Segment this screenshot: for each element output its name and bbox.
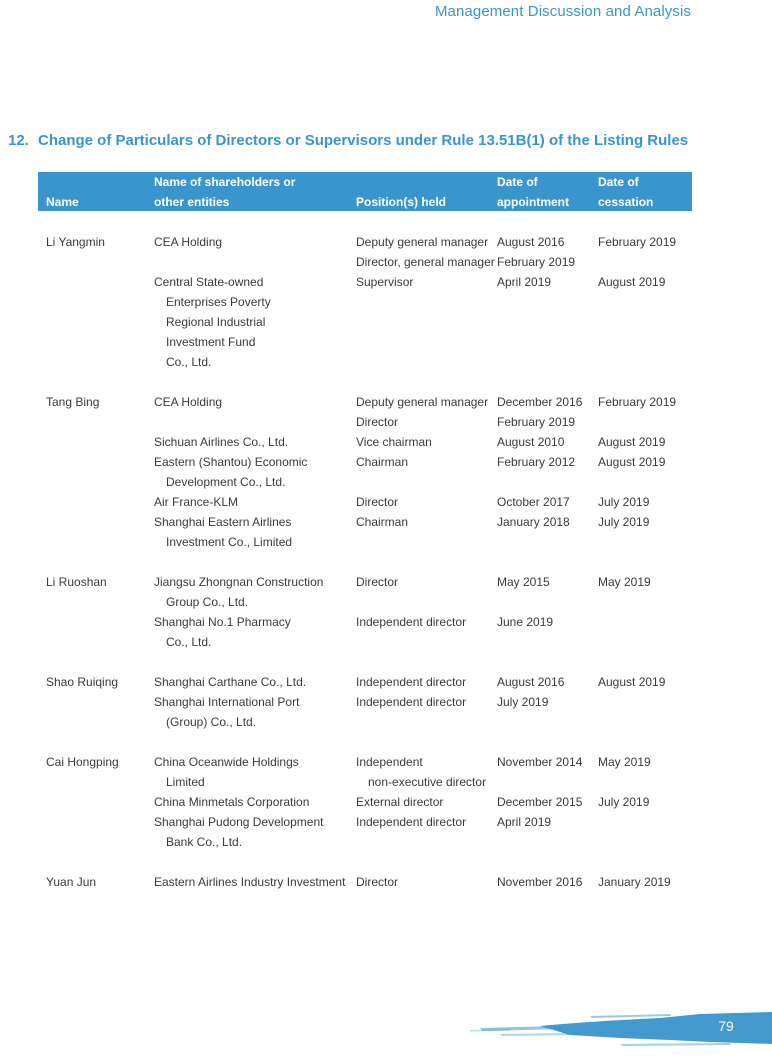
table-row bbox=[0, 652, 772, 672]
table-row bbox=[0, 412, 772, 432]
cell-entity: Enterprises Poverty bbox=[166, 295, 271, 309]
cell-name: Yuan Jun bbox=[46, 875, 97, 889]
cell-appointment: November 2016 bbox=[497, 875, 583, 889]
cell-cessation: August 2019 bbox=[598, 275, 666, 289]
cell-position: Chairman bbox=[356, 515, 409, 529]
cell-entity: China Oceanwide Holdings bbox=[154, 755, 299, 769]
cell-entity: Investment Fund bbox=[166, 335, 256, 349]
table-row bbox=[0, 492, 772, 512]
table-row bbox=[0, 772, 772, 792]
cell-entity: Shanghai International Port bbox=[154, 695, 300, 709]
col-header-cessation: Date of cessation bbox=[598, 175, 654, 209]
table-row bbox=[0, 572, 772, 592]
cell-cessation: July 2019 bbox=[598, 495, 650, 509]
table-row bbox=[0, 612, 772, 632]
cell-position: Deputy general manager bbox=[356, 395, 489, 409]
cell-position: Independent director bbox=[356, 675, 467, 689]
table-row bbox=[0, 872, 772, 892]
cell-cessation: February 2019 bbox=[598, 395, 677, 409]
cell-entity: Eastern (Shantou) Economic bbox=[154, 455, 308, 469]
table-row bbox=[0, 392, 772, 412]
cell-appointment: April 2019 bbox=[497, 275, 552, 289]
cell-cessation: July 2019 bbox=[598, 795, 650, 809]
cell-entity: Limited bbox=[166, 775, 205, 789]
cell-entity: Jiangsu Zhongnan Construction bbox=[154, 575, 324, 589]
table-row bbox=[0, 272, 772, 292]
cell-position: Director bbox=[356, 575, 399, 589]
cell-position: Deputy general manager bbox=[356, 235, 489, 249]
table-row bbox=[0, 512, 772, 532]
cell-position: Vice chairman bbox=[356, 435, 432, 449]
cell-entity: Central State-owned bbox=[154, 275, 264, 289]
cell-appointment: February 2019 bbox=[497, 415, 576, 429]
table-row bbox=[0, 752, 772, 772]
cell-appointment: May 2015 bbox=[497, 575, 550, 589]
table-row bbox=[0, 792, 772, 812]
cell-entity: CEA Holding bbox=[154, 395, 223, 409]
table-row bbox=[0, 312, 772, 332]
page-number: 79 bbox=[718, 1018, 734, 1034]
cell-name: Tang Bing bbox=[46, 395, 100, 409]
cell-entity: Shanghai Eastern Airlines bbox=[154, 515, 292, 529]
table-body bbox=[0, 232, 772, 892]
cell-appointment: December 2015 bbox=[497, 795, 583, 809]
cell-entity: CEA Holding bbox=[154, 235, 223, 249]
cell-entity: Co., Ltd. bbox=[166, 635, 212, 649]
cell-appointment: August 2016 bbox=[497, 235, 565, 249]
table-row bbox=[0, 532, 772, 552]
cell-entity: Co., Ltd. bbox=[166, 355, 212, 369]
table-row bbox=[0, 632, 772, 652]
col-header-position: Position(s) held bbox=[356, 195, 446, 209]
cell-appointment: April 2019 bbox=[497, 815, 552, 829]
cell-entity: China Minmetals Corporation bbox=[154, 795, 310, 809]
cell-appointment: February 2012 bbox=[497, 455, 576, 469]
cell-position: Supervisor bbox=[356, 275, 414, 289]
table-row bbox=[0, 232, 772, 252]
cell-position: Director bbox=[356, 495, 399, 509]
cell-position: External director bbox=[356, 795, 444, 809]
col-header-name: Name bbox=[46, 195, 79, 209]
cell-appointment: July 2019 bbox=[497, 695, 549, 709]
table-row bbox=[0, 472, 772, 492]
table-row bbox=[0, 692, 772, 712]
cell-position: Director bbox=[356, 875, 399, 889]
cell-cessation: August 2019 bbox=[598, 455, 666, 469]
cell-cessation: February 2019 bbox=[598, 235, 677, 249]
cell-position: Independent director bbox=[356, 815, 467, 829]
cell-appointment: August 2010 bbox=[497, 435, 565, 449]
cell-cessation: May 2019 bbox=[598, 755, 651, 769]
cell-cessation: May 2019 bbox=[598, 575, 651, 589]
table-row bbox=[0, 352, 772, 372]
running-header: Management Discussion and Analysis bbox=[434, 3, 691, 20]
cell-cessation: January 2019 bbox=[598, 875, 671, 889]
table-row bbox=[0, 592, 772, 612]
cell-cessation: July 2019 bbox=[598, 515, 650, 529]
cell-appointment: December 2016 bbox=[497, 395, 583, 409]
table-row bbox=[0, 292, 772, 312]
cell-entity: Eastern Airlines Industry Investment bbox=[154, 875, 346, 889]
cell-position: Independent director bbox=[356, 615, 467, 629]
cell-name: Cai Hongping bbox=[46, 755, 119, 769]
cell-position: Independent director bbox=[356, 695, 467, 709]
cell-entity: Development Co., Ltd. bbox=[166, 475, 286, 489]
table-row bbox=[0, 672, 772, 692]
cell-entity: Shanghai Carthane Co., Ltd. bbox=[154, 675, 307, 689]
table-row bbox=[0, 852, 772, 872]
cell-entity: Group Co., Ltd. bbox=[166, 595, 249, 609]
cell-position: Chairman bbox=[356, 455, 409, 469]
section-number: 12. bbox=[8, 132, 29, 149]
cell-position: Independent bbox=[356, 755, 423, 769]
cell-entity: Air France-KLM bbox=[154, 495, 239, 509]
table-row bbox=[0, 832, 772, 852]
cell-appointment: November 2014 bbox=[497, 755, 583, 769]
table-row bbox=[0, 812, 772, 832]
table-row bbox=[0, 432, 772, 452]
cell-entity: Shanghai No.1 Pharmacy bbox=[154, 615, 291, 629]
table-row bbox=[0, 732, 772, 752]
table-row bbox=[0, 252, 772, 272]
cell-appointment: October 2017 bbox=[497, 495, 570, 509]
cell-position: non-executive director bbox=[368, 775, 487, 789]
cell-appointment: February 2019 bbox=[497, 255, 576, 269]
cell-appointment: August 2016 bbox=[497, 675, 565, 689]
table-row bbox=[0, 712, 772, 732]
col-header-entity: Name of shareholders or other entities bbox=[154, 175, 296, 209]
cell-entity: (Group) Co., Ltd. bbox=[166, 715, 257, 729]
cell-appointment: January 2018 bbox=[497, 515, 570, 529]
cell-position: Director bbox=[356, 415, 399, 429]
table-row bbox=[0, 372, 772, 392]
cell-appointment: June 2019 bbox=[497, 615, 554, 629]
cell-name: Li Ruoshan bbox=[46, 575, 107, 589]
cell-position: Director, general manager bbox=[356, 255, 495, 269]
cell-entity: Bank Co., Ltd. bbox=[166, 835, 243, 849]
table-row bbox=[0, 452, 772, 472]
table-header bbox=[38, 172, 692, 211]
col-header-appointment: Date of appointment bbox=[497, 175, 569, 209]
cell-entity: Investment Co., Limited bbox=[166, 535, 293, 549]
table-row bbox=[0, 332, 772, 352]
cell-cessation: August 2019 bbox=[598, 435, 666, 449]
cell-name: Shao Ruiqing bbox=[46, 675, 119, 689]
cell-entity: Regional Industrial bbox=[166, 315, 266, 329]
section-title: Change of Particulars of Directors or Supervisors under Rule 13.51B(1) of the Listing Rules bbox=[38, 132, 689, 149]
cell-cessation: August 2019 bbox=[598, 675, 666, 689]
table-row bbox=[0, 552, 772, 572]
cell-entity: Sichuan Airlines Co., Ltd. bbox=[154, 435, 289, 449]
cell-entity: Shanghai Pudong Development bbox=[154, 815, 324, 829]
section-heading bbox=[8, 132, 688, 149]
cell-name: Li Yangmin bbox=[46, 235, 105, 249]
